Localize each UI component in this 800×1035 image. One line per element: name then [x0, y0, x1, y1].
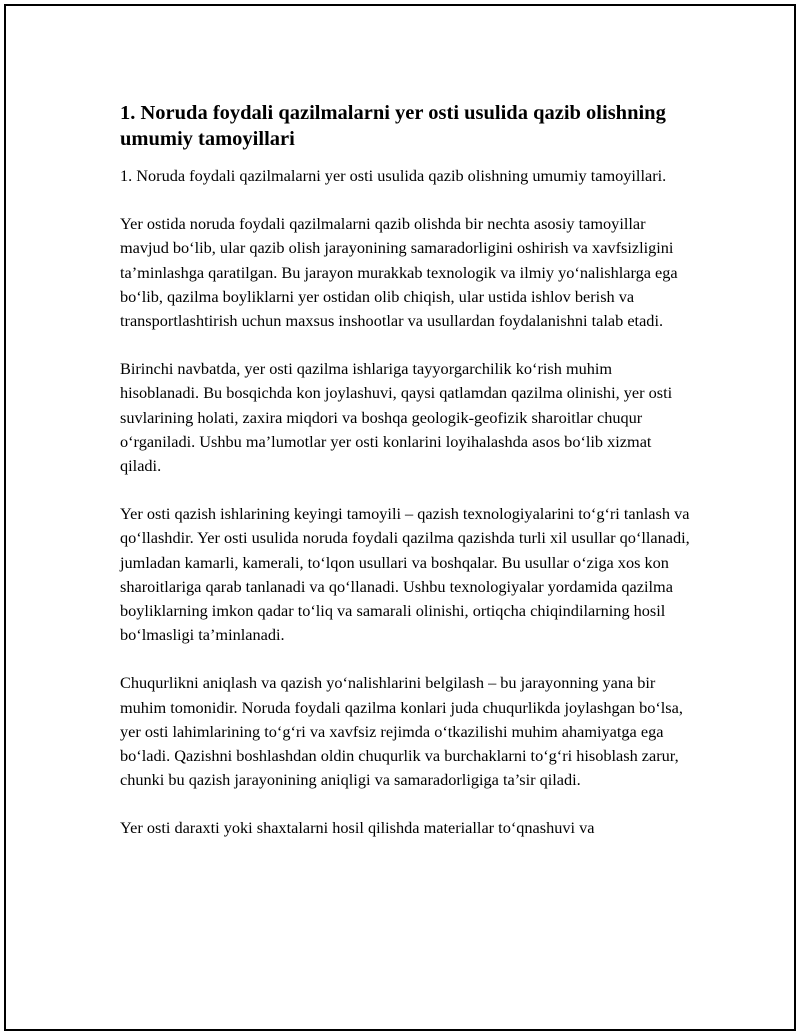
- paragraph-4: Yer osti qazish ishlarining keyingi tamoyili – qazish texnologiyalarini to‘g‘ri tanlash va qo‘llashdir. Yer osti usulida noruda foydali qazilma qazishda turli xil usullar qo‘llanadi, jumladan kamarli, kamerali, to‘lqon usullari va boshqalar. Bu usullar o‘ziga xos kon sharoitlariga qarab tanlanadi va qo‘llanadi. Ushbu texnologiyalar yordamida qazilma boyliklarning imkon qadar to‘liq va samarali olinishi, ortiqcha chiqindilarning hosil bo‘lmasligi ta’minlanadi.: [120, 504, 690, 645]
- paragraph-6: Yer osti daraxti yoki shaxtalarni hosil qilishda materiallar to‘qnashuvi va: [120, 818, 595, 838]
- paragraph-3: Birinchi navbatda, yer osti qazilma ishlariga tayyorgarchilik ko‘rish muhim hisoblanadi. Bu bosqichda kon joylashuvi, qaysi qatlamdan qazilma olinishi, yer osti suvlarining holati, zaxira miqdori va boshqa geologik-geofizik sharoitlar chuqur o‘rganiladi. Ushbu ma’lumotlar yer osti konlarini loyihalashda asos bo‘lib xizmat qiladi.: [120, 359, 673, 476]
- document-body: [120, 100, 695, 865]
- document-heading: 1. Noruda foydali qazilmalarni yer osti usulida qazib olishning umumiy tamoyillari: [120, 102, 666, 150]
- paragraph-5: Chuqurlikni aniqlash va qazish yo‘nalishlarini belgilash – bu jarayonning yana bir muhim tomonidir. Noruda foydali qazilma konlari juda chuqurlikda joylashgan bo‘lsa, yer osti lahimlarining to‘g‘ri va xavfsiz rejimda o‘tkazilishi muhim ahamiyatga ega bo‘ladi. Qazishni boshlashdan oldin chuqurlik va burchaklarni to‘g‘ri hisoblash zarur, chunki bu qazish jarayonining aniqligi va samaradorligiga ta’sir qiladi.: [120, 673, 683, 790]
- paragraph-1: 1. Noruda foydali qazilmalarni yer osti usulida qazib olishning umumiy tamoyillari.: [120, 166, 667, 185]
- paragraph-2: Yer ostida noruda foydali qazilmalarni qazib olishda bir nechta asosiy tamoyillar mavjud bo‘lib, ular qazib olish jarayonining samaradorligini oshirish va xavfsizligini ta’minlashga qaratilgan. Bu jarayon murakkab texnologik va ilmiy yo‘nalishlarga ega bo‘lib, qazilma boyliklarni yer ostidan olib chiqish, ular ustida ishlov berish va transportlashtirish uchun maxsus inshootlar va usullardan foydalanishni talab etadi.: [120, 214, 678, 331]
- document-page: [4, 4, 796, 1031]
